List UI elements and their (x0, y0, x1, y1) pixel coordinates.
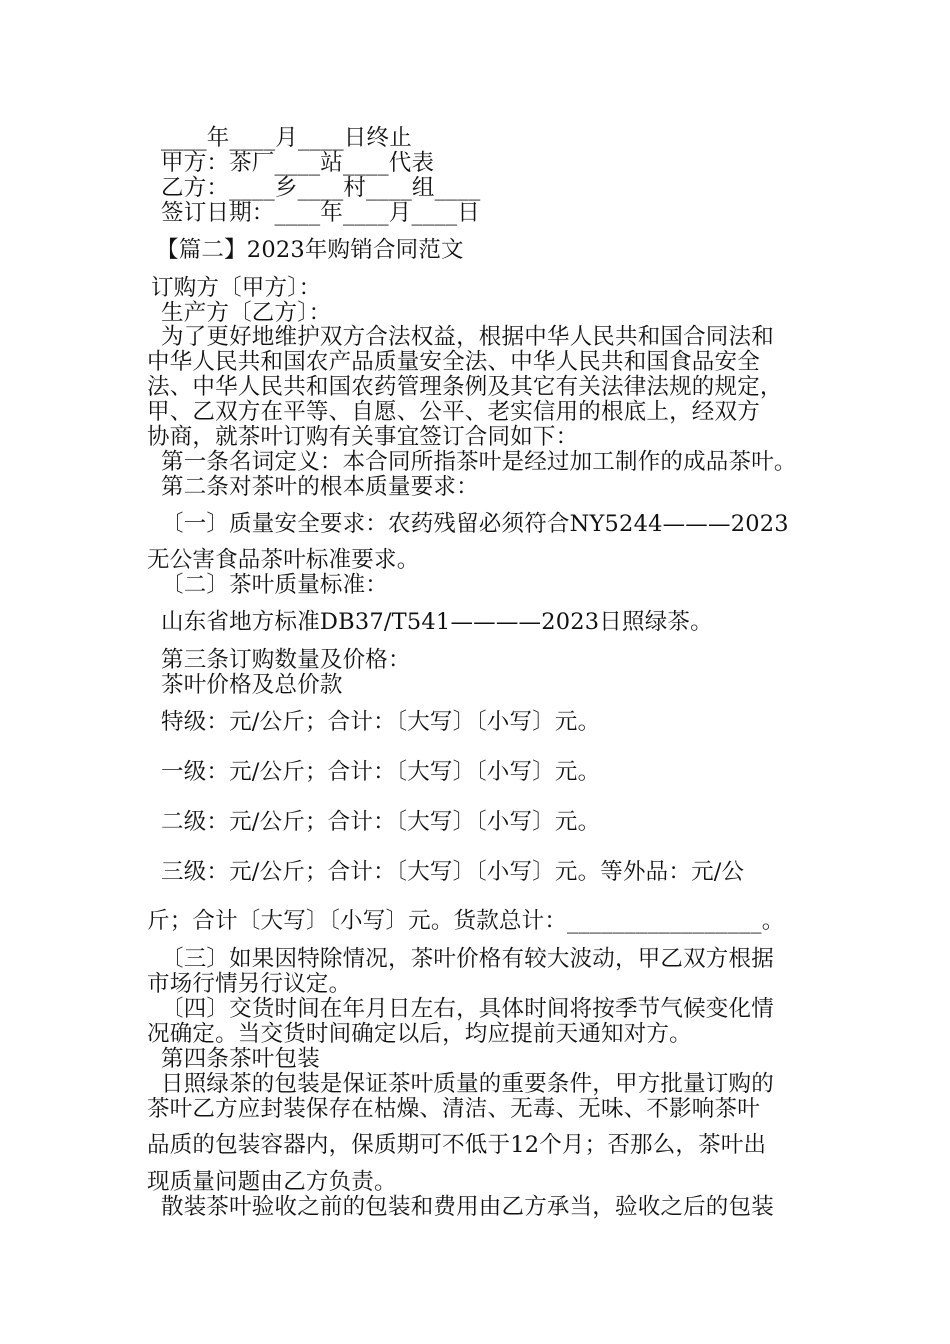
price-line-grade-1: 一级：元/公斤；合计：〔大写〕〔小写〕元。 (161, 759, 601, 785)
doc-line: 中华人民共和国农产品质量安全法、中华人民共和国食品安全 (147, 349, 760, 375)
doc-line-article-3: 第三条订购数量及价格： (161, 647, 411, 673)
doc-line: 市场行情另行议定。 (147, 971, 352, 997)
section-heading: 【篇二】2023年购销合同范文 (156, 237, 464, 263)
doc-line: 品质的包装容器内，保质期可不低于12个月；否那么，茶叶出 (147, 1132, 767, 1158)
price-line-total: 斤；合计〔大写〕〔小写〕元。货款总计：_________________。 (147, 908, 785, 934)
doc-line-article-4: 第四条茶叶包装 (161, 1046, 320, 1072)
doc-line-buyer: 订购方〔甲方〕： (151, 275, 322, 301)
doc-line-party-b: 乙方：____乡____村____组____ (161, 175, 481, 201)
price-line-grade-3: 三级：元/公斤；合计：〔大写〕〔小写〕元。等外品：元/公 (161, 859, 745, 885)
doc-line: 协商，就茶叶订购有关事宜签订合同如下： (147, 424, 579, 450)
doc-line: 〔一〕质量安全要求：农药残留必须符合NY5244———2023 (161, 511, 789, 537)
doc-line: 为了更好地维护双方合法权益，根据中华人民共和国合同法和 (161, 324, 774, 350)
price-line-special: 特级：元/公斤；合计：〔大写〕〔小写〕元。 (161, 709, 601, 735)
doc-line-end-date: ____年____月____日终止 (161, 125, 412, 151)
doc-line: 〔二〕茶叶质量标准： (161, 572, 389, 598)
doc-line-producer: 生产方〔乙方〕： (161, 300, 332, 326)
doc-line: 〔三〕如果因特除情况，茶叶价格有较大波动，甲乙双方根据 (161, 946, 774, 972)
doc-line-sign-date: 签订日期：____年____月____日 (161, 200, 481, 226)
doc-line: 茶叶乙方应封装保存在枯燥、清洁、无毒、无味、不影响茶叶 (147, 1096, 760, 1122)
doc-line: 日照绿茶的包装是保证茶叶质量的重要条件，甲方批量订购的 (161, 1071, 774, 1097)
doc-line: 山东省地方标准DB37/T541————2023日照绿茶。 (161, 609, 713, 635)
doc-line: 茶叶价格及总价款 (161, 672, 343, 698)
doc-line: 甲、乙双方在平等、自愿、公平、老实信用的根底上，经双方 (147, 399, 760, 425)
doc-line: 无公害食品茶叶标准要求。 (147, 547, 420, 573)
price-line-grade-2: 二级：元/公斤；合计：〔大写〕〔小写〕元。 (161, 809, 601, 835)
doc-line: 况确定。当交货时间确定以后，均应提前天通知对方。 (147, 1021, 692, 1047)
doc-line: 现质量问题由乙方负责。 (147, 1169, 397, 1195)
doc-line: 〔四〕交货时间在年月日左右，具体时间将按季节气候变化情 (161, 996, 774, 1022)
doc-line-article-1: 第一条名词定义：本合同所指茶叶是经过加工制作的成品茶叶。 (161, 449, 797, 475)
doc-line: 散装茶叶验收之前的包装和费用由乙方承当，验收之后的包装 (161, 1194, 774, 1220)
doc-line-party-a: 甲方：茶厂____站____代表 (161, 150, 435, 176)
doc-line-article-2: 第二条对茶叶的根本质量要求： (161, 474, 479, 500)
doc-line: 法、中华人民共和国农药管理条例及其它有关法律法规的规定， (147, 374, 783, 400)
